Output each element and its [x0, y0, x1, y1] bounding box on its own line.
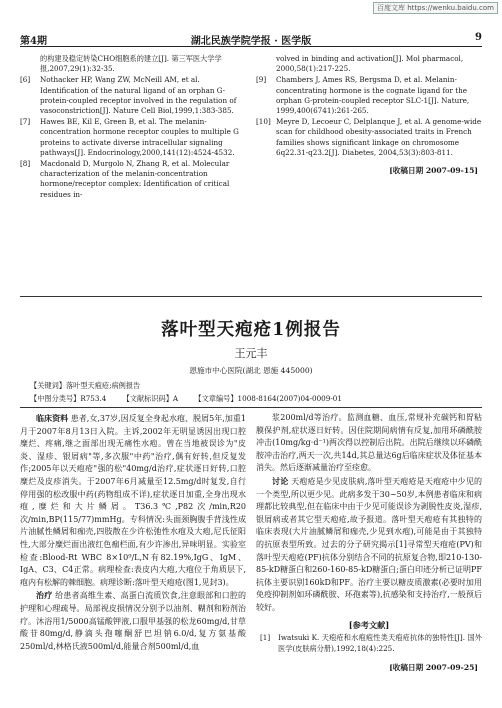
references-left-column [20, 54, 242, 201]
reference-item: [9] Chambers J, Ames RS, Bergsma D, et al. Melanin-concentrating hormone is the cognate ligand for the orphan G-protein-coupled receptor SLC-1[J]. Nature, 1999,400(6741):261-265. [256, 75, 470, 116]
author-name: 王元丰 [234, 347, 268, 360]
article-title: 落叶型天疱疮1例报告 [161, 320, 341, 340]
paragraph-lead: 治疗 [36, 590, 53, 601]
reference-item: 的构建及稳定转染CHO细胞系的建立[J]. 第三军医大学学报,2007,29(1):32-35. [40, 54, 222, 74]
clc-number: 【中图分类号】R753.4 [30, 394, 107, 403]
references-heading: [参考文献] [348, 619, 390, 630]
section-divider [20, 407, 482, 408]
issue-number: 第4期 [20, 36, 47, 47]
reference-item: [10] Meyre D, Lecoeur C, Delplanque J, et al. A genome-wide scan for childhood obesity-associated traits in French families shows significant linkage on chromosome 6q22.31-q23.2[J]. Diabetes, 2004,53(3):803-811. [256, 117, 482, 157]
document-code: 【文献标识码】A [122, 394, 179, 403]
paragraph-lead: 临床资料 [36, 413, 69, 423]
paragraph: 讨论 天疱疮是少见皮肤病,落叶型天疱疮是天疱疮中少见的一个类型,所以更少见。此病多发于30~50岁,本例患者临床和病理都比较典型,但在临床中由于少见可能误诊为剥脱性皮炎,湿疹,银屑病或者其它型天疱疮,故予报道。落叶型天疱疮有其独特的临床表现(大片油腻鳞屑和痂壳,少见到水疱),可能是由于其独特的抗原表型所致。过去的分子研究揭示[1]寻常型天疱疮(PV)和落叶型天疱疮(PF)抗体分别结合不同的抗原复合物,即210-130-85-kD糖蛋白和260-160-85-kD糖蛋白;蛋白印迹分析已证明PF抗体主要识别160kD和PF。治疗主要以糖皮质激素(必要时加用免疫抑制剂如环磷酰胺、环孢素等),抗感染和支持治疗,一般预后较好。 [256, 475, 483, 612]
author-affiliation: 恩施市中心医院(湖北 恩施 445000) [189, 366, 313, 375]
references-right-column [256, 54, 482, 176]
section-divider [20, 296, 482, 297]
paragraph: 浆200ml/d等治疗。监测血糖、血压,常规补充碳钙和胃粘膜保护剂,症状逐日好转。因住院期间病情有反复,加用环磷酰胺冲击(10mg/kg·d⁻¹)两次得以控制后出院。出院后继续以环磷酰胺冲击治疗,两天一次,共14d,其总量达6g后临床症状及体征基本消失。然后逐渐减量治疗至痊愈。 [256, 413, 482, 473]
watermark: 百度文库 https://wenku.baidu.com [373, 2, 498, 14]
article-number: 【文章编号】1008-8164(2007)04-0009-01 [194, 394, 342, 403]
page-number: 9 [475, 32, 482, 43]
reference-item: [6] Nothacker HP, Wang ZW, McNeill AM, et al. Identification of the natural ligand of an orphan G-protein-coupled receptor involved in the regulation of vasoconstriction[J]. Nature Cell Biol,1999,1:383-385. [20, 75, 237, 116]
reference-item: [7] Hawes BE, Kil E, Green B, et al. The melanin-concentration hormone receptor couples to multiple G proteins to activate diverse intracellular signaling pathways[J]. Endocrinology,2000,141(12):4524-4532. [20, 117, 239, 157]
paragraph: 治疗 给患者高维生素、高蛋白流质饮食,注意眼部和口腔的护理和心理疏导。局部视皮损情况分别予以油剂、糊剂和粉剂治疗。沐浴用1/5000高锰酸钾液,口服甲基强的松龙60mg/d,甘草酸苷80mg/d,静滴头孢噻酮舒巴坦钠6.0/d,复方氨基酸250ml/d,林格氏液500ml/d,能量合剂500ml/d,血 [20, 590, 247, 651]
classification-line [30, 394, 356, 404]
reference-item: [8] Macdonald D, Murgolo N, Zhang R, et al. Molecular characterization of the melanin-concentration hormone/receptor complex: Identification of critical residues in- [20, 159, 230, 199]
paragraph: 临床资料 患者,女,37岁,因反复全身起水疱、脱屑5年,加重1月于2007年8月13日入院。主诉,2002年无明显诱因出现口腔糜烂、疼痛,继之面部出现无痛性水疱。曾在当地被误诊为"皮炎、湿疹、银屑病"等,多次服"中药"治疗,偶有好转,但反复发作;2005年以天疱疮"强的松"40mg/d治疗,症状逐日好转,口腔糜烂及皮疹消失。于2007年6月减量至12.5mg/d时复发,自行停用强的松改服中药(药物组成不详),症状逐日加重,全身出现水疱,糜烂和大片鳞屑。T36.3℃,P82次/min,R20次/min,BP(115/77)mmHg。专科情况:头面颈胸腹手背浅性成片油腻性鳞屑和痂壳,四肢散在少许松弛性水疱及大疱,尼氏征阳性,大部分糜烂面出液红色痂栏面,有少许渗出,异味明显。实验室检查:Blood-Rt WBC 8×10⁹/L,N有82.19%,IgG、IgM、IgA、C3、C4正常。病理检查:表皮内大疱,大疱位于角质层下,疱内有松解的棘细胞。病理诊断:落叶型天疱疮(图1,见封3)。 [20, 413, 247, 587]
journal-name: 湖北民族学院学报 · 医学版 [190, 36, 312, 47]
keywords: 【关键词】落叶型天疱疮;病例报告 [30, 381, 141, 390]
reference-item: [1] Iwatsuki K. 天疱疮和水疱疱性类天疱疮抗体的独特性[J]. 国外医学(皮肤病分册),1992,18(4):225. [260, 633, 482, 653]
body-left-column [20, 412, 246, 653]
received-date: [收稿日期 2007-09-15] [389, 166, 478, 176]
received-date: [收稿日期 2007-09-25] [389, 663, 478, 673]
running-header [20, 32, 482, 47]
paragraph-lead: 讨论 [272, 475, 289, 486]
body-right-column [256, 412, 482, 675]
reference-item: volved in binding and activation[J]. Mol pharmacol, 2000,58(1):217-225. [276, 54, 464, 74]
